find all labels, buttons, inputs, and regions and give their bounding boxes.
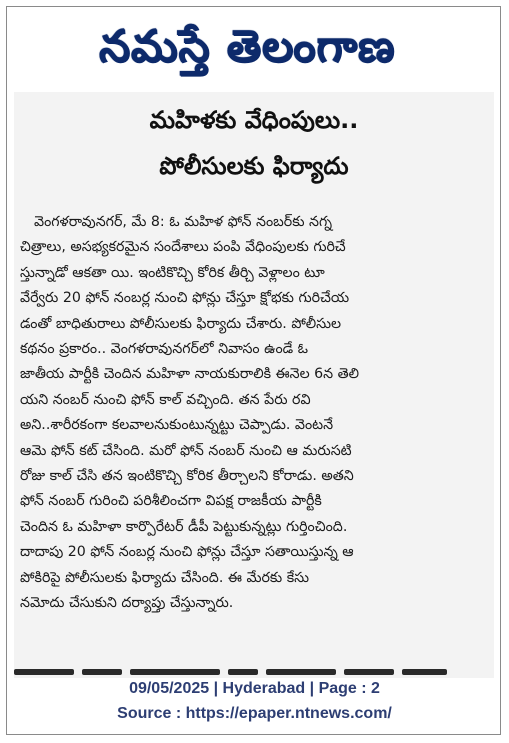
- body-line: నమోదు చేసుకుని దర్యాప్తు చేస్తున్నారు.: [20, 595, 234, 612]
- body-line: డంతో బాధితురాలు పోలీసులకు ఫిర్యాదు చేశారు. పోలీసుల: [20, 315, 342, 332]
- body-line: చిత్రాలు, అసభ్యకరమైన సందేశాలు పంపి వేధింపులకు గురిచే: [20, 239, 346, 256]
- article-body: [20, 210, 444, 617]
- body-line: స్తున్నాడో ఆకతా యి. ఇంటికొచ్చి కోరిక తీర్చి వెళ్లాలం టూ: [20, 264, 325, 281]
- article-clipping: [14, 92, 494, 678]
- body-line: అని..శారీరకంగా కలవాలనుకుంటున్నట్టు చెప్పాడు. వెంటనే: [20, 417, 334, 434]
- body-line: రోజు కాల్ చేసి తన ఇంటికొచ్చి కోరిక తీర్చాలని కోరాడు. అతని: [20, 468, 354, 485]
- body-line: దాదాపు 20 ఫోన్ నంబర్ల నుంచి ఫోన్లు చేస్తూ సతాయిస్తున్న ఆ: [20, 544, 354, 561]
- headline-line-2: పోలీసులకు ఫిర్యాదు: [159, 152, 349, 180]
- masthead-logo: నమస్తే తెలంగాణ: [98, 21, 396, 72]
- body-line: కథనం ప్రకారం.. వెంగళరావునగర్‌లో నివాసం ఉండే ఓ: [20, 341, 309, 358]
- footer-source-link[interactable]: Source : https://epaper.ntnews.com/: [117, 705, 392, 722]
- body-line: వెంగళరావునగర్, మే 8: ఓ మహిళ ఫోన్ నంబర్‌కు నగ్న: [34, 214, 333, 230]
- cropped-next-article-strip: [14, 660, 494, 678]
- footer-date-edition-page: 09/05/2025 | Hyderabad | Page : 2: [129, 680, 380, 697]
- body-line: జాతీయ పార్టీకి చెందిన మహిళా నాయకురాలికి ఈనెల 6న తెలి: [20, 366, 360, 383]
- body-line: ఆమె ఫోన్ కట్ చేసింది. మరో ఫోన్ నంబర్ నుంచి ఆ మరుసటి: [20, 442, 352, 459]
- body-line: ఫోన్ నంబర్ గురించి పరిశీలించగా విపక్ష రాజకీయ పార్టీకి: [20, 493, 322, 510]
- body-line: వేర్వేరు 20 ఫోన్ నంబర్ల నుంచి ఫోన్లు చేస్తూ క్షోభకు గురిచేయ: [20, 290, 350, 307]
- body-line: పోకిరిపై పోలీసులకు ఫిర్యాదు చేసింది. ఈ మేరకు కేసు: [20, 569, 309, 586]
- body-line: యని నంబర్ నుంచి ఫోన్ కాల్ వచ్చింది. తన పేరు రవి: [20, 391, 311, 408]
- body-line: చెందిన ఓ మహిళా కార్పొరేటర్ డీపీ పెట్టుకున్నట్లు గుర్తించింది.: [20, 518, 348, 535]
- headline-line-1: మహిళకు వేధింపులు..: [149, 106, 359, 134]
